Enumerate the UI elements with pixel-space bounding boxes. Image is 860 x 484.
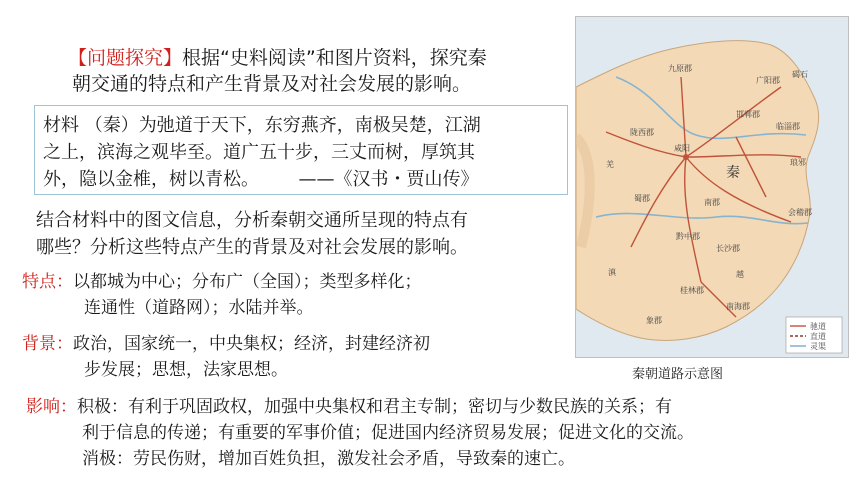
question-line-2: 哪些？分析这些特点产生的背景及对社会发展的影响。 [36,237,468,258]
material-line-3 [43,166,561,193]
impact-text-3: 消极：劳民伤财，增加百姓负担，激发社会矛盾，导致秦的速亡。 [82,449,575,469]
material-text-1: （秦）为弛道于天下，东穷燕齐，南极吴楚，江湖 [84,115,481,136]
map-label-langya: 琅邪 [790,158,806,167]
material-text-2: 之上，滨海之观毕至。道广五十步，三丈而树，厚筑其 [43,142,475,163]
inquiry-text-2: 朝交通的特点和产生背景及对社会发展的影响。 [72,73,472,95]
features-line-1 [22,270,422,295]
map-label-yue: 越 [736,270,744,279]
map-label-nanjun: 南郡 [704,198,720,207]
impact-text-1: 积极：有利于巩固政权，加强中央集权和君主专制；密切与少数民族的关系；有 [77,397,672,417]
question [36,207,576,261]
map-caption: 秦朝道路示意图 [632,367,724,382]
background-text-2: 步发展；思想，法家思想。 [84,360,288,380]
material-label: 材料 [43,115,79,136]
impact-line-1 [26,395,672,420]
map-center-label: 秦 [726,165,740,181]
map-label-longxi: 陇西郡 [630,128,654,137]
map-label-linzi: 临淄郡 [776,122,800,131]
impact-text-2: 利于信息的传递；有重要的军事价值；促进国内经济贸易发展；促进文化的交流。 [82,423,694,443]
impact-label: 影响： [26,397,77,417]
map-svg [576,17,848,357]
map-label-kuaiji: 会稽郡 [788,208,812,217]
inquiry-text-1: 根据“史料阅读”和图片资料，探究秦 [182,47,487,69]
map-label-qiang: 羌 [606,160,614,169]
material-line-1 [43,112,561,139]
features-label: 特点： [22,272,73,292]
material-source: ——《汉书・贾山传》 [298,169,479,190]
map-label-guilin: 桂林郡 [680,286,704,295]
legend-item-lingqu: 灵渠 [810,342,826,351]
inquiry-line-1 [68,46,487,70]
background-text-1: 政治，国家统一，中央集权；经济，封建经济初 [73,334,430,354]
map-label-jieshi: 碣石 [792,70,808,79]
features-text-2: 连通性（道路网）；水陆并举。 [84,298,314,318]
map-label-dian: 滇 [608,268,616,277]
map-label-xiang: 象郡 [646,316,662,325]
map-label-handan: 邯郸郡 [736,110,760,119]
inquiry-tag: 【问题探究】 [68,47,183,69]
map-label-shu: 蜀郡 [634,194,650,203]
capital-marker [683,154,689,160]
legend-item-zhidao: 直道 [810,332,826,341]
material-box [34,105,568,195]
map-label-qianzhong: 黔中郡 [676,232,700,241]
qin-road-map [575,16,849,358]
background-label: 背景： [22,334,73,354]
map-label-guangyang: 广阳郡 [756,76,780,85]
map-label-xianyang: 咸阳 [674,144,690,153]
material-text-3: 外，隐以金椎，树以青松。 [43,169,259,190]
features-text-1: 以都城为中心；分布广（全国）；类型多样化； [73,272,422,292]
legend-item-chidao: 驰道 [810,322,826,331]
question-line-1: 结合材料中的图文信息，分析秦朝交通所呈现的特点有 [36,210,468,231]
map-legend [786,317,842,353]
map-label-nanhai: 南海郡 [726,302,750,311]
background-line-1 [22,332,430,357]
map-label-jiuyuan: 九原郡 [668,64,692,73]
map-label-changsha: 长沙郡 [716,244,740,253]
